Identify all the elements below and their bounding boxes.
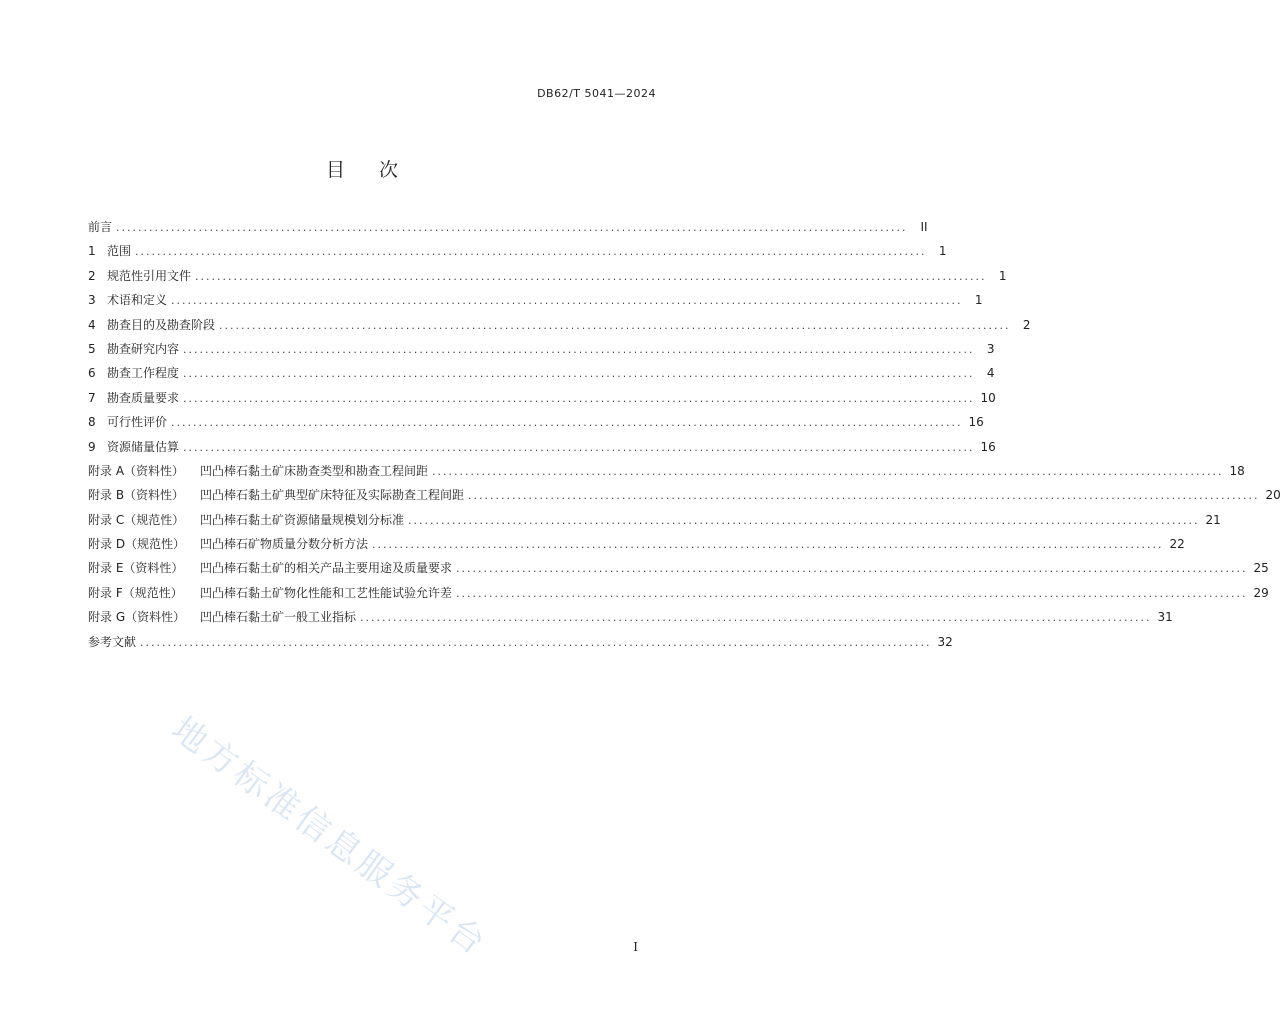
toc-entry-number: 2 — [88, 268, 96, 283]
toc-entry-label: 前言 — [88, 220, 113, 234]
dot-leader: ................................................................................................................................................ — [408, 513, 1200, 527]
toc-entry-label: 勘查研究内容 — [107, 341, 180, 356]
toc-entry-label: 凹凸棒石黏土矿资源储量规模划分标准 — [200, 512, 405, 527]
dot-leader: ................................................................................................................................................ — [171, 416, 963, 430]
toc-entry-5[interactable] — [88, 341, 995, 365]
toc-entry-number: 3 — [88, 293, 96, 308]
toc-entry-page: 20 — [1265, 488, 1281, 503]
toc-entry-page: II — [920, 220, 928, 234]
dot-leader: ................................................................................................................................................ — [432, 464, 1224, 478]
toc-entry-page: 31 — [1157, 610, 1173, 625]
toc-entry-number: 7 — [88, 390, 96, 405]
toc-entry-page: 29 — [1253, 585, 1269, 600]
toc-entry-7[interactable] — [88, 390, 996, 414]
toc-entry-8[interactable] — [88, 414, 984, 438]
dot-leader: ................................................................................................................................................ — [116, 221, 908, 234]
dot-leader: ................................................................................................................................................ — [468, 489, 1260, 503]
toc-entry-label: 勘查质量要求 — [107, 390, 180, 405]
dot-leader: ................................................................................................................................................ — [183, 391, 975, 405]
annex-prefix: 附录 D（规范性） — [88, 537, 186, 552]
annex-prefix: 附录 B（资料性） — [88, 488, 185, 503]
toc-entry-page: 4 — [986, 366, 995, 381]
toc-entry-label: 凹凸棒石黏土矿床勘查类型和勘查工程间距 — [200, 463, 429, 478]
footer-page-number: I — [633, 940, 638, 954]
toc-entry-3[interactable] — [88, 292, 983, 316]
dot-leader: ................................................................................................................................................ — [171, 294, 963, 308]
dot-leader: ................................................................................................................................................ — [456, 586, 1248, 600]
toc-entry-page: 3 — [986, 341, 995, 356]
toc-entry-label: 凹凸棒石黏土矿的相关产品主要用途及质量要求 — [200, 561, 453, 576]
dot-leader: ................................................................................................................................................ — [456, 562, 1248, 576]
toc-entry-label: 勘查目的及勘查阶段 — [107, 317, 216, 332]
toc-entry-annex-e[interactable] — [88, 560, 1269, 584]
annex-prefix: 附录 C（规范性） — [88, 512, 185, 527]
toc-entry-label: 凹凸棒石黏土矿一般工业指标 — [200, 610, 357, 625]
toc-entry-page: 22 — [1169, 537, 1185, 552]
toc-entry-number: 6 — [88, 366, 96, 381]
toc-entry-4[interactable] — [88, 317, 1031, 341]
toc-entry-annex-d[interactable] — [88, 536, 1185, 560]
toc-entry-label: 资源储量估算 — [107, 439, 180, 454]
dot-leader: ................................................................................................................................................ — [140, 635, 932, 649]
dot-leader: ................................................................................................................................................ — [195, 269, 987, 283]
toc-entry-page: 1 — [938, 244, 947, 259]
table-of-contents — [88, 219, 1281, 658]
toc-entry-page: 21 — [1205, 512, 1221, 527]
toc-entry-label: 勘查工作程度 — [107, 366, 180, 381]
toc-entry-foreword[interactable] — [88, 219, 928, 243]
toc-entry-page: 32 — [937, 634, 953, 649]
toc-entry-references[interactable] — [88, 634, 953, 658]
toc-entry-number: 1 — [88, 244, 96, 259]
toc-entry-page: 1 — [998, 268, 1007, 283]
toc-entry-label: 凹凸棒石矿物质量分数分析方法 — [200, 537, 369, 552]
dot-leader: ................................................................................................................................................ — [183, 440, 975, 454]
toc-entry-1[interactable] — [88, 243, 947, 267]
dot-leader: ................................................................................................................................................ — [183, 342, 975, 356]
toc-entry-annex-b[interactable] — [88, 487, 1281, 511]
watermark: 地方标准信息服务平台 — [164, 709, 496, 965]
toc-entry-page: 2 — [1022, 317, 1031, 332]
toc-entry-label: 范围 — [107, 244, 132, 259]
annex-prefix: 附录 G（资料性） — [88, 610, 186, 625]
dot-leader: ................................................................................................................................................ — [135, 245, 927, 259]
toc-entry-label: 术语和定义 — [107, 293, 168, 308]
document-code: DB62/T 5041—2024 — [537, 87, 656, 100]
toc-entry-number: 9 — [88, 439, 96, 454]
toc-entry-number: 5 — [88, 341, 96, 356]
toc-entry-number: 4 — [88, 317, 96, 332]
annex-prefix: 附录 F（规范性） — [88, 585, 183, 600]
toc-entry-annex-a[interactable] — [88, 463, 1245, 487]
annex-prefix: 附录 E（资料性） — [88, 561, 184, 576]
toc-entry-page: 16 — [980, 439, 996, 454]
annex-prefix: 附录 A（资料性） — [88, 463, 185, 478]
toc-entry-label: 凹凸棒石黏土矿典型矿床特征及实际勘查工程间距 — [200, 488, 465, 503]
toc-entry-annex-f[interactable] — [88, 585, 1269, 609]
toc-entry-label: 参考文献 — [88, 634, 137, 649]
toc-entry-page: 16 — [968, 415, 984, 430]
toc-entry-annex-c[interactable] — [88, 512, 1221, 536]
toc-entry-page: 18 — [1229, 463, 1245, 478]
toc-entry-annex-g[interactable] — [88, 609, 1173, 633]
page-title: 目次 — [325, 159, 432, 181]
toc-entry-number: 8 — [88, 415, 96, 430]
toc-entry-label: 凹凸棒石黏土矿物化性能和工艺性能试验允许差 — [200, 585, 453, 600]
toc-entry-9[interactable] — [88, 439, 996, 463]
dot-leader: ................................................................................................................................................ — [219, 318, 1011, 332]
dot-leader: ................................................................................................................................................ — [183, 367, 975, 381]
toc-entry-page: 25 — [1253, 561, 1269, 576]
toc-entry-2[interactable] — [88, 268, 1007, 292]
toc-entry-page: 1 — [974, 293, 983, 308]
toc-entry-label: 规范性引用文件 — [107, 268, 192, 283]
dot-leader: ................................................................................................................................................ — [360, 611, 1152, 625]
dot-leader: ................................................................................................................................................ — [372, 538, 1164, 552]
toc-entry-label: 可行性评价 — [107, 415, 168, 430]
toc-entry-6[interactable] — [88, 365, 995, 389]
toc-entry-page: 10 — [980, 390, 996, 405]
